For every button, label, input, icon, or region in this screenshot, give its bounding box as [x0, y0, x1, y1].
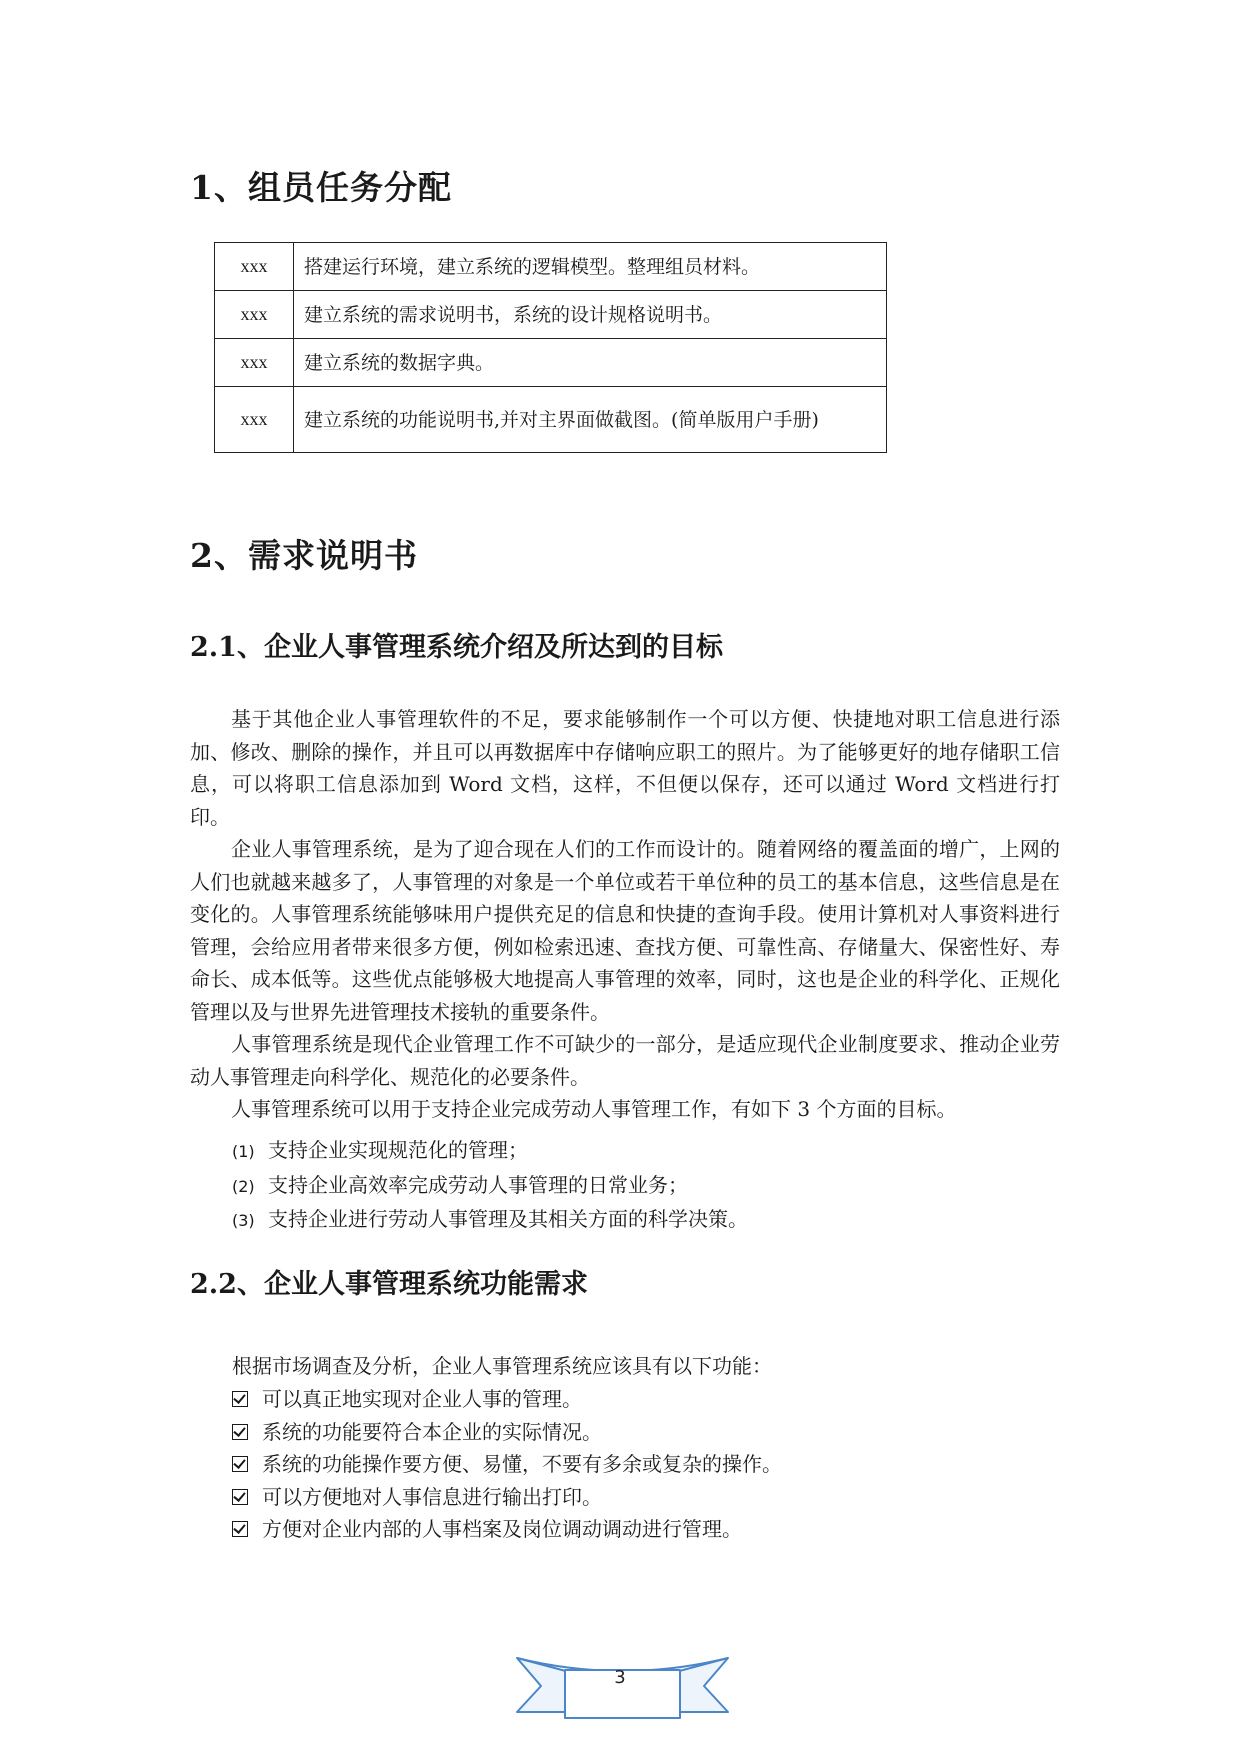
list-text: 可以方便地对人事信息进行输出打印。 [262, 1484, 602, 1509]
section-2-1-heading: 2.1、企业人事管理系统介绍及所达到的目标 [190, 632, 723, 663]
member-cell: xxx [215, 339, 294, 387]
task-cell: 搭建运行环境，建立系统的逻辑模型。整理组员材料。 [294, 243, 887, 291]
section-1-heading: 1、组员任务分配 [190, 168, 452, 207]
section-2-1-body [190, 703, 1060, 1126]
checkbox-icon [232, 1521, 248, 1537]
table-row [215, 243, 887, 291]
list-item [232, 1416, 782, 1449]
list-item [232, 1481, 782, 1514]
list-text: 支持企业进行劳动人事管理及其相关方面的科学决策。 [268, 1207, 748, 1231]
list-text: 系统的功能操作要方便、易懂，不要有多余或复杂的操作。 [262, 1452, 782, 1476]
paragraph: 人事管理系统可以用于支持企业完成劳动人事管理工作，有如下 3 个方面的目标。 [231, 1097, 957, 1121]
list-text: 方便对企业内部的人事档案及岗位调动调动进行管理。 [262, 1517, 742, 1541]
table-row [215, 291, 887, 339]
checkbox-icon [232, 1456, 248, 1472]
checkbox-icon [232, 1424, 248, 1440]
paragraph: 人事管理系统是现代企业管理工作不可缺少的一部分，是适应现代企业制度要求、推动企业劳动人事管理走向科学化、规范化的必要条件。 [190, 1032, 1060, 1089]
list-number: (3) [232, 1211, 255, 1230]
member-cell: xxx [215, 291, 294, 339]
list-text: 系统的功能要符合本企业的实际情况。 [262, 1419, 602, 1444]
list-number: (2) [232, 1176, 255, 1196]
task-cell: 建立系统的数据字典。 [294, 339, 887, 387]
list-item [232, 1513, 782, 1546]
task-assignment-table [214, 242, 887, 453]
checkbox-icon [232, 1391, 248, 1407]
features-list [232, 1383, 782, 1546]
list-item [232, 1448, 782, 1481]
list-number: (1) [232, 1142, 255, 1161]
list-item [232, 1203, 748, 1238]
section-2-2-heading: 2.2、企业人事管理系统功能需求 [190, 1269, 588, 1300]
task-cell: 建立系统的需求说明书，系统的设计规格说明书。 [294, 291, 887, 339]
list-item [232, 1169, 748, 1204]
list-text: 支持企业实现规范化的管理； [268, 1138, 528, 1162]
goals-list [232, 1134, 748, 1238]
task-cell: 建立系统的功能说明书,并对主界面做截图。(简单版用户手册) [294, 387, 887, 453]
list-text: 可以真正地实现对企业人事的管理。 [262, 1387, 582, 1411]
table-row [215, 339, 887, 387]
section-2-heading: 2、需求说明书 [190, 536, 418, 575]
list-item [232, 1134, 748, 1169]
list-item [232, 1383, 782, 1416]
page-number: 3 [614, 1667, 626, 1688]
list-text: 支持企业高效率完成劳动人事管理的日常业务； [268, 1172, 688, 1197]
checkbox-icon [232, 1489, 248, 1505]
table-row [215, 387, 887, 453]
paragraph: 企业人事管理系统，是为了迎合现在人们的工作而设计的。随着网络的覆盖面的增广，上网的人们也就越来越多了，人事管理的对象是一个单位或若干单位种的员工的基本信息，这些信息是在变化的。人事管理系统能够味用户提供充足的信息和快捷的查询手段。使用计算机对人事资料进行管理，会给应用者带来很多方便，例如检索迅速、查找方便、可靠性高、存储量大、保密性好、寿命长、成本低等。这些优点能够极大地提高人事管理的效率，同时，这也是企业的科学化、正规化管理以及与世界先进管理技术接轨的重要条件。 [190, 837, 1060, 1024]
paragraph: 基于其他企业人事管理软件的不足，要求能够制作一个可以方便、快捷地对职工信息进行添加、修改、删除的操作，并且可以再数据库中存储响应职工的照片。为了能够更好的地存储职工信息，可以将职工信息添加到 Word 文档，这样，不但便以保存，还可以通过 Word 文档进行打印。 [190, 707, 1060, 829]
member-cell: xxx [215, 387, 294, 453]
member-cell: xxx [215, 243, 294, 291]
features-intro: 根据市场调查及分析，企业人事管理系统应该具有以下功能： [232, 1354, 772, 1378]
